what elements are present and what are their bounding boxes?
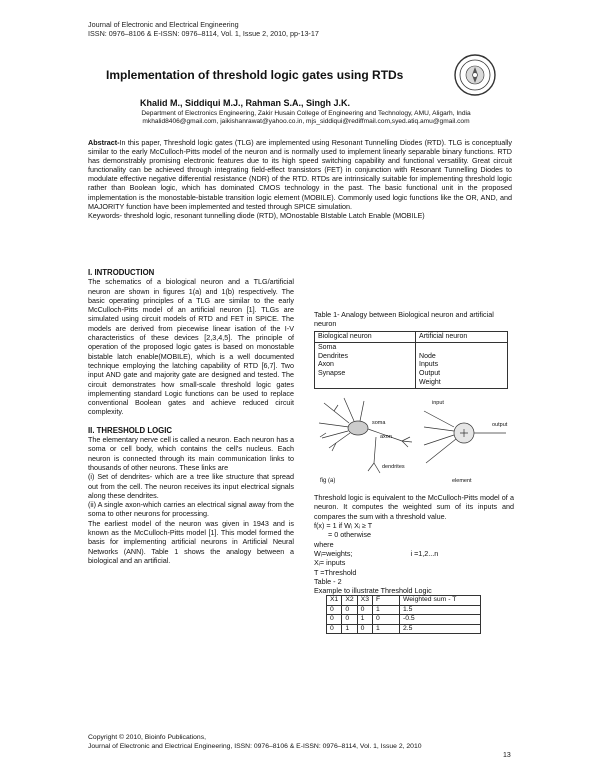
table2-cell: 1.5 bbox=[399, 605, 480, 614]
paper-title: Implementation of threshold logic gates using RTDs bbox=[106, 68, 404, 82]
table1-item: Dendrites bbox=[318, 352, 348, 360]
affiliation-department: Department of Electronics Engineering, Zakir Husain College of Engineering and Technology, AMU, Aligarh, India bbox=[141, 110, 471, 117]
abstract bbox=[88, 138, 512, 220]
affiliation-emails: mkhalid8406@gmail.com, jaikishanrawat@yahoo.co.in, mjs_siddiqui@rediffmail.com,syed.atiq.amu@gmail.com bbox=[142, 118, 470, 126]
footer-journal: Journal of Electronic and Electrical Engineering, ISSN: 0976–8106 & E-ISSN: 0976–8114, Vol. 1, Issue 2, 2010 bbox=[88, 742, 422, 750]
figure-caption-a: fig (a) bbox=[320, 478, 336, 485]
threshold-definition-t: T =Threshold bbox=[314, 567, 357, 577]
abstract-label: Abstract- bbox=[88, 138, 120, 147]
table2-cell: 1 bbox=[372, 605, 399, 614]
introduction-text: The schematics of a biological neuron and a TLG/artificial neuron are shown in figures 1(a) and 1(b) respectively. The basic operating principles of a TLG are similar to the early McCulloch-Pitts model of an artificial neuron [1]. TLGs are simulated using circuit models of RTD and FET in SPICE. The models are derived from piecewise linear isation of the I-V characteristics of these devices [2,3,4,5]. The principle of operation of the proposed logic gates is based on monostable bistable latch enable(MOBILE), which is a well documented technique employing the latching capability of RTD [6,7]. Two input AND gate and majority gate are designed and tested. The circuit demonstrates how small-scale threshold logic gates implementing standard Logic functions can be used to replace conventional Boolean gates and achieve reduced circuit complexity. bbox=[88, 277, 294, 417]
table1-item: Weight bbox=[419, 378, 441, 386]
table1-header-biological: Biological neuron bbox=[315, 331, 416, 343]
table2-cell: 1 bbox=[357, 615, 372, 624]
table1-analogy bbox=[314, 331, 508, 390]
table2-header: Weighted sum - T bbox=[399, 596, 480, 605]
table2-caption: Example to illustrate Threshold Logic bbox=[314, 586, 432, 596]
figure-label-dendrites: dendrites bbox=[382, 464, 405, 471]
table2-cell: 0 bbox=[342, 605, 357, 614]
neuron-figure bbox=[314, 393, 514, 485]
keywords: Keywords- threshold logic, resonant tunnelling diode (RTD), MOnostable BIstable Latch Enable (MOBILE) bbox=[88, 210, 425, 220]
figure-label-output: output bbox=[492, 422, 508, 429]
table2-cell: 1 bbox=[372, 624, 399, 633]
table-row bbox=[327, 605, 481, 614]
university-seal-icon bbox=[453, 53, 497, 97]
page-number: 13 bbox=[503, 752, 511, 759]
table1-item: Soma bbox=[318, 344, 337, 352]
table1-header-artificial: Artificial neuron bbox=[416, 331, 508, 343]
index-range: i =1,2...n bbox=[410, 548, 439, 558]
footer-copyright: Copyright © 2010, Bioinfo Publications, bbox=[88, 734, 206, 741]
table2-threshold-example bbox=[326, 595, 481, 634]
weights-definition bbox=[314, 549, 514, 558]
journal-header bbox=[88, 20, 319, 38]
table1-item: Axon bbox=[318, 361, 334, 369]
equation-line-1: f(x) = 1 if Wᵢ Xᵢ ≥ T bbox=[314, 521, 373, 531]
journal-issn: ISSN: 0976–8106 & E-ISSN: 0976–8114, Vol. 1, Issue 2, 2010, pp-13-17 bbox=[88, 29, 319, 38]
table2-cell: 0 bbox=[357, 624, 372, 633]
table2-cell: 0 bbox=[357, 605, 372, 614]
table1-caption: Table 1- Analogy between Biological neuron and artificial neuron bbox=[314, 310, 494, 329]
table1-item: Node bbox=[419, 352, 436, 360]
figure-label-soma: soma bbox=[372, 420, 386, 427]
neuron-diagram bbox=[314, 393, 514, 485]
table1-cell-artificial bbox=[416, 343, 508, 389]
figure-label-input: input bbox=[432, 400, 444, 407]
section-heading-threshold-logic: II. THRESHOLD LOGIC bbox=[88, 425, 173, 435]
section-heading-introduction: I. INTRODUCTION bbox=[88, 268, 155, 277]
threshold-paragraph-3: (ii) A single axon-which carries an electrical signal away from the soma to other neurons for processing. bbox=[88, 500, 294, 519]
journal-name: Journal of Electronic and Electrical Engineering bbox=[88, 20, 239, 29]
left-column bbox=[88, 268, 294, 565]
table2-cell: 2.5 bbox=[399, 624, 480, 633]
table1-item: Output bbox=[419, 369, 441, 377]
table2-cell: 0 bbox=[342, 615, 357, 624]
table2-cell: 0 bbox=[327, 605, 342, 614]
weights-text: Wᵢ=weights; bbox=[314, 548, 353, 558]
threshold-paragraph-2: (i) Set of dendrites- which are a tree like structure that spread out from the cell. The neuron receives its input electrical signals along these dendrites. bbox=[88, 472, 294, 500]
table-row bbox=[327, 624, 481, 633]
where-label: where bbox=[314, 539, 334, 549]
figure-label-axon: axon bbox=[380, 434, 392, 441]
table2-cell: 1 bbox=[342, 624, 357, 633]
page-footer bbox=[88, 734, 422, 751]
author-list: Khalid M., Siddiqui M.J., Rahman S.A., Singh J.K. bbox=[140, 98, 351, 108]
threshold-paragraph-1: The elementary nerve cell is called a neuron. Each neuron has a soma or cell body, which contains the cell's nucleus. Each neuron is connected through its main communication links to thousands of other neurons. These links are bbox=[88, 435, 294, 472]
table2-cell: 0 bbox=[372, 615, 399, 624]
threshold-paragraph-4: The earliest model of the neuron was given in 1943 and is known as the McCulloch-Pitts model [1]. This model formed the basis for implementing artificial neurons in Artificial Neural Networks (ANN). Table 1 shows the analogy between a biological and an artificial. bbox=[88, 518, 294, 565]
threshold-definition: Threshold logic is equivalent to the McCulloch-Pitts model of a neuron. It computes the weighted sum of its inputs and compares the sum with a threshold value. bbox=[314, 493, 514, 521]
equation-line-2: = 0 otherwise bbox=[328, 530, 371, 540]
table-row bbox=[327, 615, 481, 624]
table2-header: X3 bbox=[357, 596, 372, 605]
right-column bbox=[314, 310, 514, 634]
table2-header: X1 bbox=[327, 596, 342, 605]
table2-cell: 0 bbox=[327, 615, 342, 624]
abstract-text: In this paper, Threshold logic gates (TLG) are implemented using Resonant Tunnelling Diodes (RTD). TLG is conceptually similar to the early McCulloch-Pitts model of the neuron and is normally used to implement linearly separable binary functions. RTD has demonstrably promising electronic features due to its high speed switching capability and functional versatility. Great circuit functionality can be achieved through integrating field-effect transistors (FET) in conjunction with Resonant Tunnelling Diodes to modulate effective negative differential resistance (NDR) of the RTD. RTDs are intrinsically suitable for implementing threshold logic rather than Boolean logic, which has dominated CMOS technology in the past. The basic functional unit in the proposed implementation is the monostable-bistable transition logic element (MOBILE). Commonly used logic functions like the OR, AND, and MAJORITY function have been implemented and tested through SPICE simulation. bbox=[88, 138, 512, 211]
table1-item: Inputs bbox=[419, 361, 439, 369]
table1-item: Synapse bbox=[318, 369, 346, 377]
table1-cell-biological bbox=[315, 343, 416, 389]
figure-label-element: element bbox=[452, 478, 472, 485]
table2-cell: 0 bbox=[327, 624, 342, 633]
table2-label: Table - 2 bbox=[314, 576, 342, 586]
table2-cell: -0.5 bbox=[399, 615, 480, 624]
inputs-definition: Xᵢ= inputs bbox=[314, 558, 346, 568]
table2-header: X2 bbox=[342, 596, 357, 605]
table2-header: F bbox=[372, 596, 399, 605]
affiliation bbox=[96, 110, 516, 127]
